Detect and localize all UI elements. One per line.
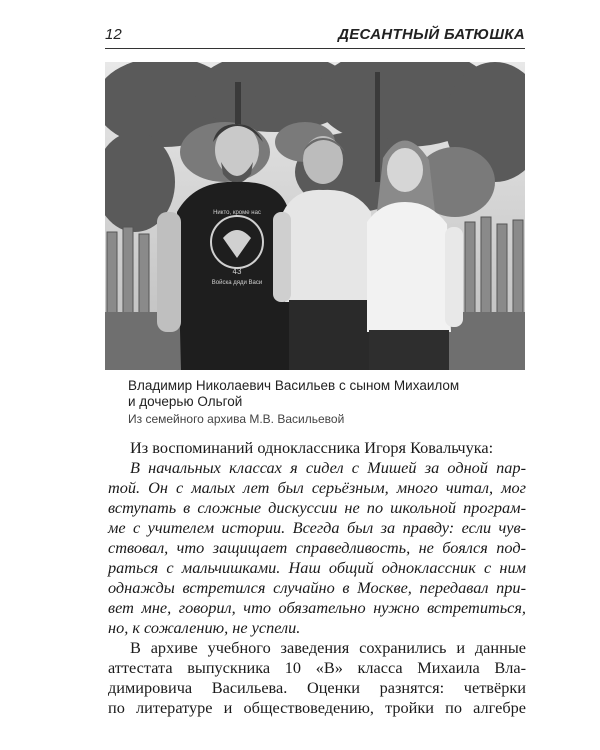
quote-line: ствовал, что защищает справедливость, не боялся под- [108,538,526,557]
quote-line: но, к сожалению, не успели. [108,618,301,637]
quote-line: В начальных классах я сидел с Мишей за одной пар- [130,458,526,477]
family-photo [105,62,525,370]
quote-line: раться с мальчишками. Наш общий одноклассник с ним [108,558,526,577]
photo-credit: Из семейного архива М.В. Васильевой [128,412,345,426]
shirt-text-bottom: Войска дяди Васи [211,280,263,286]
archive-line: по литературе и обществоведению, тройки по алгебре [108,698,526,717]
intro-paragraph [108,438,526,458]
quote-line: той. Он с малых лет был серьёзным, много читал, мог [108,478,526,497]
archive-paragraph [108,638,526,718]
caption-line-2: и дочерью Ольгой [128,394,243,409]
page-number: 12 [105,26,122,43]
quote-line: вступать в сложные дискуссии не по школьной програм- [108,498,526,517]
quote-paragraph [108,458,526,638]
photo-caption [128,378,528,410]
running-title: ДЕСАНТНЫЙ БАТЮШКА [338,26,525,43]
archive-line: В архиве учебного заведения сохранились и данные [130,638,526,657]
caption-line-1: Владимир Николаевич Васильев с сыном Михаилом [128,378,460,393]
quote-line: однажды встретился случайно в Москве, передавал при- [108,578,526,597]
body-text [108,438,526,718]
archive-line: димировича Васильева. Оценки разнятся: четвёрки [108,678,526,697]
shirt-number: 43 [232,267,242,276]
shirt-text-top: Никто, кроме нас [213,210,261,216]
intro-line: Из воспоминаний одноклассника Игоря Ковальчука: [130,438,494,457]
page-header [105,24,525,49]
archive-line: аттестата выпускника 10 «В» класса Михаила Вла- [108,658,526,677]
photo-illustration [105,62,525,370]
quote-line: ме с учителем истории. Всегда был за правду: если чув- [108,518,526,537]
quote-line: вет мне, говорил, что обязательно нужно встретиться, [108,598,526,617]
